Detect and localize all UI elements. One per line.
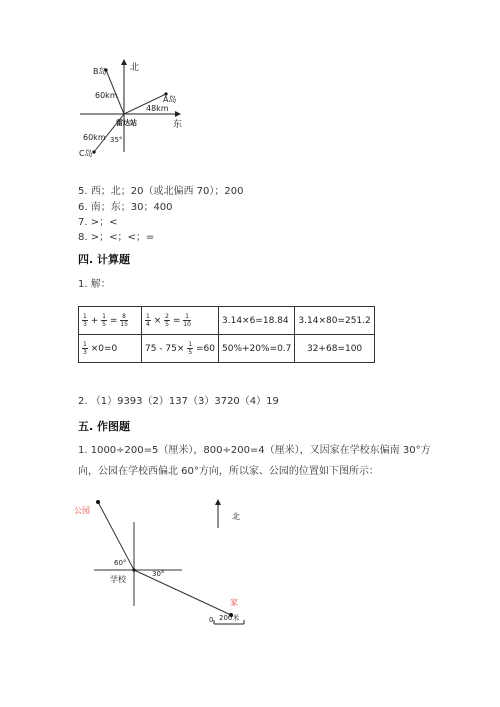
label-scale-length: 200米 [219,614,240,622]
section-4-q2: 2. （1）9393（2）137（3）3720（4）19 [78,396,279,407]
point-park [96,500,100,504]
line-to-home [134,570,231,615]
answer-6: 6. 南；东；30；400 [78,202,173,213]
table-row [79,335,375,363]
answer-5: 5. 西；北；20（或北偏西 70）；200 [78,186,244,197]
fraction: $\frac{1}{3}$ [83,313,87,328]
fraction: $\frac{1}{3}$ [83,341,87,356]
label-angle-30: 30° [152,570,165,578]
location-map [70,494,260,629]
table-row [79,307,375,335]
table-cell: 3.14×80=251.2 [295,307,374,335]
equals: = [109,316,118,326]
label-dist-c: 60km [83,133,106,142]
table-cell [142,307,219,335]
table-cell [79,307,142,335]
table-cell: 50%+20%=0.7 [219,335,295,363]
section-5-q1-line2: 向，公园在学校西偏北 60°方向，所以家、公园的位置如下图所示： [78,466,379,477]
section-4-title: 四. 计算题 [78,253,131,266]
label-scale-zero: 0 [209,616,214,624]
label-angle-60: 60° [114,559,127,567]
expression-rest: ×0=0 [90,344,118,354]
section-5-q1-line1: 1. 1000÷200=5（厘米），800÷200=4（厘米），又因家在学校东偏南 30°方 [78,445,431,456]
fraction: $\frac{1}{10}$ [183,313,191,328]
label-east: 东 [173,120,183,130]
label-b-island: B岛 [93,67,107,76]
expression-rest: =60 [196,344,215,354]
fraction: $\frac{1}{5}$ [102,313,106,328]
operator: × [153,316,162,326]
label-a-island: A岛 [163,95,177,104]
label-school: 学校 [110,575,126,584]
label-dist-b: 60km [95,91,118,100]
answer-8: 8. >；<；<；= [78,232,155,243]
expression-pre: 75 - 75× [145,344,185,354]
label-park: 公园 [74,506,90,515]
equals: = [172,316,181,326]
fraction: $\frac{1}{4}$ [146,313,150,328]
section-4-q1: 1. 解： [78,279,111,290]
answer-7: 7. >；< [78,217,118,228]
calculation-table [78,306,375,363]
table-cell [142,335,219,363]
label-c-island: C岛 [79,149,93,158]
label-home: 家 [230,598,238,607]
fraction: $\frac{1}{5}$ [188,341,193,356]
table-cell: 3.14×6=18.84 [219,307,295,335]
label-dist-a: 48km [146,104,169,113]
label-north: 北 [130,63,140,73]
label-angle-35: 35° [110,136,123,144]
point-school [132,568,135,571]
operator: + [90,316,99,326]
point-c [92,150,95,153]
fraction: $\frac{8}{15}$ [120,313,128,328]
section-5-title: 五. 作图题 [78,420,131,433]
label-radar: 雷达站 [116,119,137,127]
table-cell [79,335,142,363]
label-north: 北 [232,512,240,521]
fraction: $\frac{2}{5}$ [165,313,169,328]
table-cell: 32+68=100 [295,335,374,363]
radar-diagram [60,52,200,167]
